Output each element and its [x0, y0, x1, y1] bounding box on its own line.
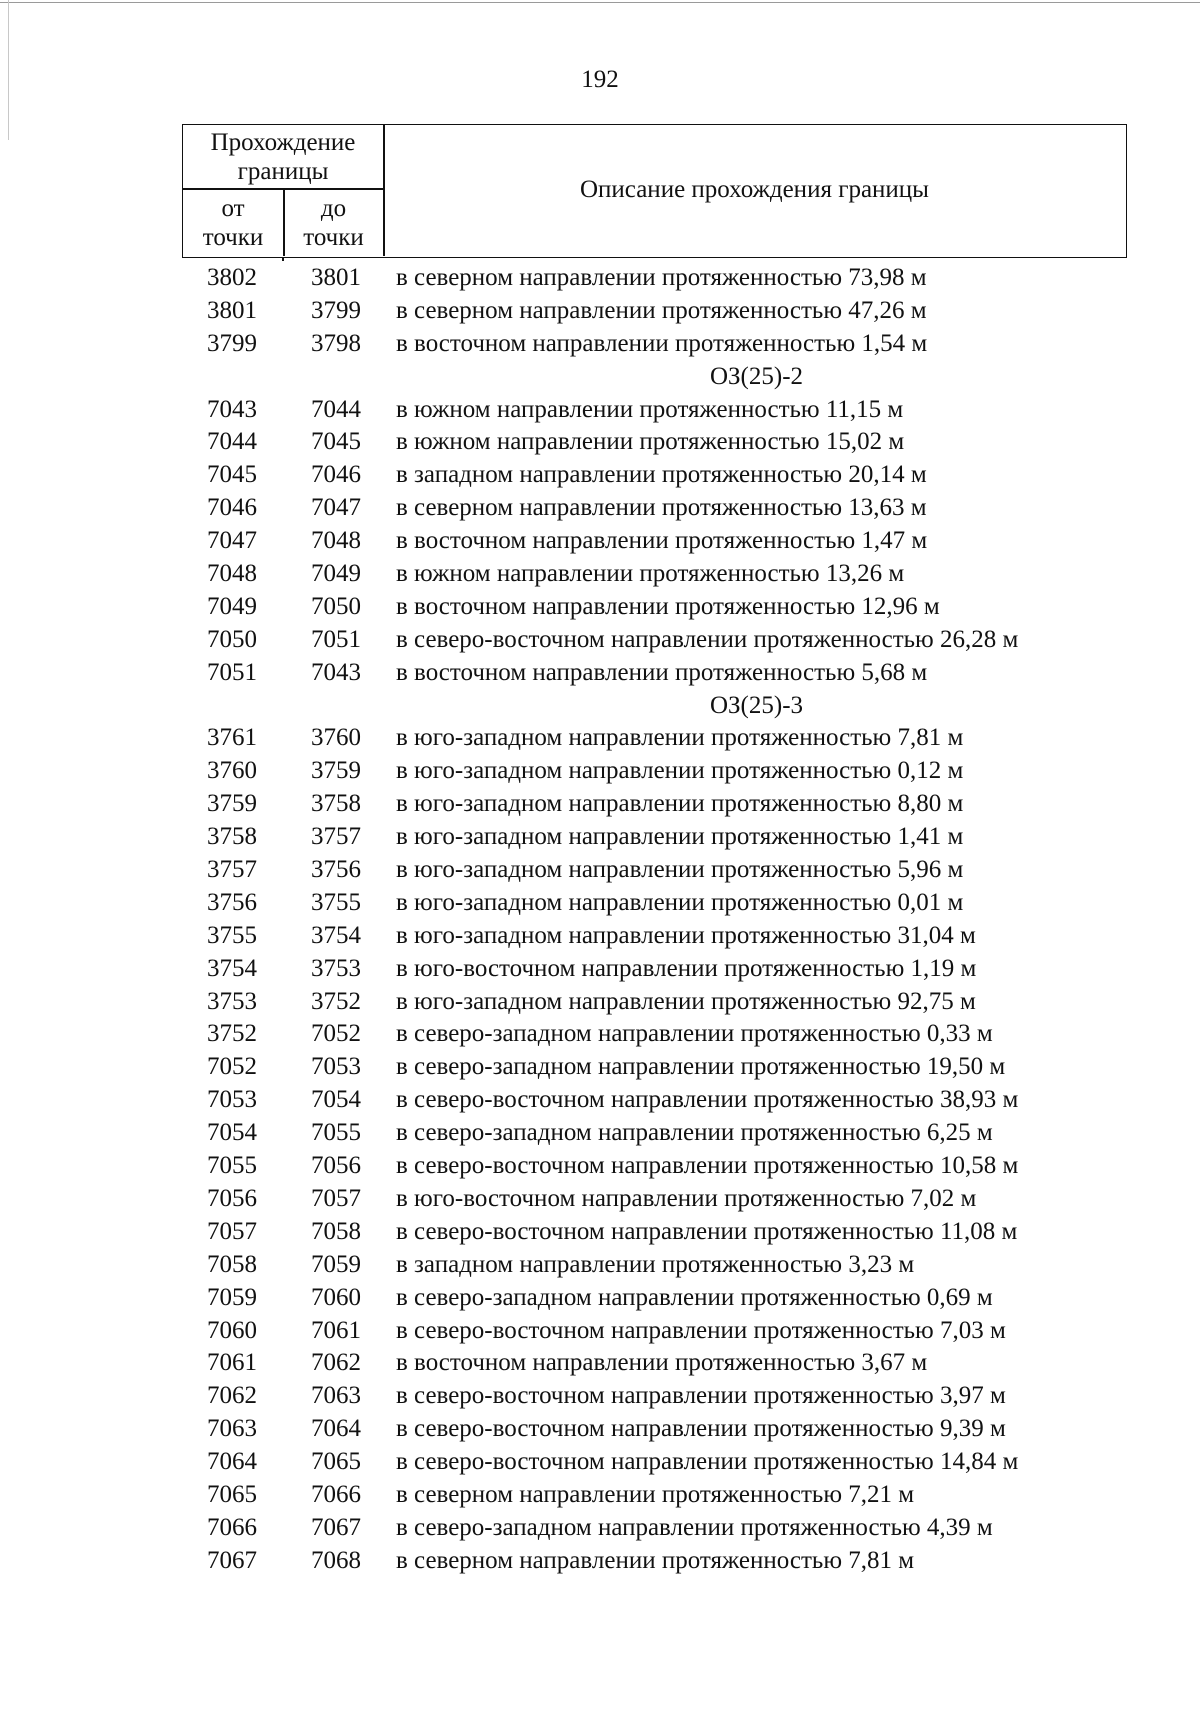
header-group-label-line2: границы — [237, 158, 329, 185]
table-row — [0, 1017, 1200, 1050]
to-point-cell: 7049 — [311, 560, 361, 588]
from-point-cell: 7065 — [207, 1480, 257, 1508]
from-point-cell: 7067 — [207, 1546, 257, 1574]
table-row — [0, 261, 1200, 294]
table-row — [0, 721, 1200, 754]
header-from-line1: от — [221, 195, 245, 222]
description-cell: в восточном направлении протяженностью 1,47 м — [396, 527, 928, 555]
table-row — [0, 557, 1200, 590]
table-row — [0, 1281, 1200, 1314]
table-row — [0, 458, 1200, 491]
from-point-cell: 3802 — [207, 264, 257, 291]
table-row — [0, 853, 1200, 886]
from-point-cell: 3752 — [207, 1020, 257, 1048]
from-point-cell: 7050 — [207, 625, 257, 653]
from-point-cell: 3799 — [207, 329, 257, 357]
description-cell: в восточном направлении протяженностью 1,54 м — [396, 329, 928, 357]
description-cell: в юго-западном направлении протяженностью 0,01 м — [396, 888, 964, 916]
from-point-cell: 3753 — [207, 987, 257, 1015]
description-cell: в южном направлении протяженностью 13,26 м — [396, 560, 905, 588]
description-cell: в северо-восточном направлении протяженностью 9,39 м — [396, 1415, 1006, 1443]
description-cell: в южном направлении протяженностью 11,15 м — [396, 395, 904, 423]
description-cell: в северо-восточном направлении протяженностью 11,08 м — [396, 1217, 1018, 1245]
from-point-cell: 7051 — [207, 658, 257, 686]
to-point-cell: 3759 — [311, 757, 361, 785]
table-row — [0, 1248, 1200, 1281]
table-row — [0, 294, 1200, 327]
page-number: 192 — [581, 66, 619, 93]
from-point-cell: 3761 — [207, 724, 257, 752]
to-point-cell: 7052 — [311, 1020, 361, 1048]
table-row — [0, 327, 1200, 360]
table-row — [0, 1544, 1200, 1577]
table-row — [0, 491, 1200, 524]
table-row — [0, 1314, 1200, 1347]
description-cell: в северо-восточном направлении протяженностью 3,97 м — [396, 1382, 1006, 1410]
from-point-cell: 7060 — [207, 1316, 257, 1344]
table-row — [0, 623, 1200, 656]
section-heading-row — [0, 689, 1200, 722]
from-point-cell: 7046 — [207, 494, 257, 522]
header-to-line1: до — [320, 195, 347, 222]
description-cell: в северном направлении протяженностью 13,63 м — [396, 494, 927, 522]
from-point-cell: 7057 — [207, 1217, 257, 1245]
description-cell: в западном направлении протяженностью 3,23 м — [396, 1250, 915, 1278]
from-point-cell: 7045 — [207, 461, 257, 489]
description-cell: в северо-западном направлении протяженностью 0,69 м — [396, 1283, 993, 1311]
description-cell: в восточном направлении протяженностью 3,67 м — [396, 1349, 928, 1377]
to-point-cell: 7054 — [311, 1086, 361, 1114]
to-point-cell: 3756 — [311, 856, 361, 884]
to-point-cell: 3801 — [311, 264, 361, 291]
from-point-cell: 3754 — [207, 954, 257, 982]
to-point-cell: 7065 — [311, 1448, 361, 1476]
description-cell: в северном направлении протяженностью 7,81 м — [396, 1546, 915, 1574]
table-row — [0, 886, 1200, 919]
from-point-cell: 3760 — [207, 757, 257, 785]
description-cell: в северо-восточном направлении протяженностью 10,58 м — [396, 1152, 1019, 1180]
table-row — [0, 524, 1200, 557]
to-point-cell: 3758 — [311, 790, 361, 818]
table-row — [0, 754, 1200, 787]
description-cell: в юго-западном направлении протяженностью 7,81 м — [396, 724, 964, 752]
description-cell: в юго-западном направлении протяженностью 5,96 м — [396, 856, 964, 884]
scan-edge-top — [0, 2, 1200, 3]
from-point-cell: 7044 — [207, 428, 257, 456]
to-point-cell: 7046 — [311, 461, 361, 489]
table-row — [0, 1116, 1200, 1149]
table-row — [0, 1379, 1200, 1412]
table-row — [0, 919, 1200, 952]
from-point-cell: 7047 — [207, 527, 257, 555]
section-heading-row — [0, 360, 1200, 393]
section-heading: ОЗ(25)-2 — [709, 362, 804, 390]
to-point-cell: 7066 — [311, 1480, 361, 1508]
description-cell: в северном направлении протяженностью 7,21 м — [396, 1480, 915, 1508]
to-point-cell: 7056 — [311, 1152, 361, 1180]
table-body — [0, 261, 1200, 1577]
table-row — [0, 1050, 1200, 1083]
from-point-cell: 7054 — [207, 1119, 257, 1147]
from-point-cell: 3757 — [207, 856, 257, 884]
table-row — [0, 1412, 1200, 1445]
to-point-cell: 7044 — [311, 395, 361, 423]
to-point-cell: 7059 — [311, 1250, 361, 1278]
to-point-cell: 7051 — [311, 625, 361, 653]
table-row — [0, 1478, 1200, 1511]
description-cell: в восточном направлении протяженностью 12,96 м — [396, 592, 940, 620]
section-heading: ОЗ(25)-3 — [709, 691, 804, 719]
description-cell: в северо-западном направлении протяженностью 4,39 м — [396, 1513, 993, 1541]
header-to-line2: точки — [303, 224, 364, 251]
to-point-cell: 7053 — [311, 1053, 361, 1081]
to-point-cell: 3752 — [311, 987, 361, 1015]
to-point-cell: 7055 — [311, 1119, 361, 1147]
to-point-cell: 7060 — [311, 1283, 361, 1311]
to-point-cell: 7062 — [311, 1349, 361, 1377]
table-header — [182, 124, 1127, 258]
from-point-cell: 3759 — [207, 790, 257, 818]
from-point-cell: 7058 — [207, 1250, 257, 1278]
table-row — [0, 1215, 1200, 1248]
to-point-cell: 7043 — [311, 658, 361, 686]
description-cell: в северо-западном направлении протяженностью 6,25 м — [396, 1119, 993, 1147]
from-point-cell: 3801 — [207, 296, 257, 324]
from-point-cell: 3755 — [207, 921, 257, 949]
description-cell: в северо-восточном направлении протяженностью 38,93 м — [396, 1086, 1019, 1114]
to-point-cell: 7050 — [311, 592, 361, 620]
to-point-cell: 3799 — [311, 296, 361, 324]
table-row — [0, 656, 1200, 689]
to-point-cell: 7064 — [311, 1415, 361, 1443]
to-point-cell: 3757 — [311, 823, 361, 851]
to-point-cell: 7057 — [311, 1184, 361, 1212]
description-cell: в северо-западном направлении протяженностью 19,50 м — [396, 1053, 1006, 1081]
table-row — [0, 1346, 1200, 1379]
header-from-line2: точки — [202, 224, 264, 251]
from-point-cell: 7059 — [207, 1283, 257, 1311]
to-point-cell: 7061 — [311, 1316, 361, 1344]
table-row — [0, 1445, 1200, 1478]
table-row — [0, 1083, 1200, 1116]
description-cell: в юго-западном направлении протяженностью 8,80 м — [396, 790, 964, 818]
to-point-cell: 7058 — [311, 1217, 361, 1245]
from-point-cell: 3756 — [207, 888, 257, 916]
table-row — [0, 425, 1200, 458]
description-cell: в восточном направлении протяженностью 5,68 м — [396, 658, 928, 686]
description-cell: в юго-западном направлении протяженностью 31,04 м — [396, 921, 976, 949]
description-cell: в юго-западном направлении протяженностью 0,12 м — [396, 757, 964, 785]
to-point-cell: 7048 — [311, 527, 361, 555]
to-point-cell: 3754 — [311, 921, 361, 949]
to-point-cell: 3755 — [311, 888, 361, 916]
from-point-cell: 7049 — [207, 592, 257, 620]
from-point-cell: 7048 — [207, 560, 257, 588]
description-cell: в северо-восточном направлении протяженностью 7,03 м — [396, 1316, 1006, 1344]
to-point-cell: 7063 — [311, 1382, 361, 1410]
description-cell: в юго-западном направлении протяженностью 92,75 м — [396, 987, 976, 1015]
from-point-cell: 7055 — [207, 1152, 257, 1180]
table-row — [0, 590, 1200, 623]
from-point-cell: 7062 — [207, 1382, 257, 1410]
description-cell: в северо-восточном направлении протяженностью 26,28 м — [396, 625, 1019, 653]
description-cell: в юго-восточном направлении протяженностью 1,19 м — [396, 954, 977, 982]
table-row — [0, 787, 1200, 820]
from-point-cell: 7061 — [207, 1349, 257, 1377]
from-point-cell: 7052 — [207, 1053, 257, 1081]
to-point-cell: 3760 — [311, 724, 361, 752]
table-row — [0, 952, 1200, 985]
description-cell: в северо-западном направлении протяженностью 0,33 м — [396, 1020, 993, 1048]
description-cell: в юго-восточном направлении протяженностью 7,02 м — [396, 1184, 977, 1212]
to-point-cell: 7047 — [311, 494, 361, 522]
description-cell: в западном направлении протяженностью 20,14 м — [396, 461, 927, 489]
description-cell: в юго-западном направлении протяженностью 1,41 м — [396, 823, 964, 851]
header-description: Описание прохождения границы — [580, 176, 929, 203]
from-point-cell: 7053 — [207, 1086, 257, 1114]
table-row — [0, 820, 1200, 853]
table-row — [0, 985, 1200, 1018]
to-point-cell: 3753 — [311, 954, 361, 982]
description-cell: в северном направлении протяженностью 73,98 м — [396, 264, 927, 291]
header-group-label-line1: Прохождение — [210, 129, 356, 156]
description-cell: в северо-восточном направлении протяженностью 14,84 м — [396, 1448, 1019, 1476]
description-cell: в южном направлении протяженностью 15,02 м — [396, 428, 905, 456]
table-row — [0, 393, 1200, 426]
description-cell: в северном направлении протяженностью 47,26 м — [396, 296, 927, 324]
from-point-cell: 7064 — [207, 1448, 257, 1476]
to-point-cell: 3798 — [311, 329, 361, 357]
from-point-cell: 7043 — [207, 395, 257, 423]
to-point-cell: 7045 — [311, 428, 361, 456]
table-row — [0, 1149, 1200, 1182]
from-point-cell: 3758 — [207, 823, 257, 851]
from-point-cell: 7056 — [207, 1184, 257, 1212]
to-point-cell: 7067 — [311, 1513, 361, 1541]
from-point-cell: 7063 — [207, 1415, 257, 1443]
table-row — [0, 1511, 1200, 1544]
from-point-cell: 7066 — [207, 1513, 257, 1541]
to-point-cell: 7068 — [311, 1546, 361, 1574]
table-row — [0, 1182, 1200, 1215]
